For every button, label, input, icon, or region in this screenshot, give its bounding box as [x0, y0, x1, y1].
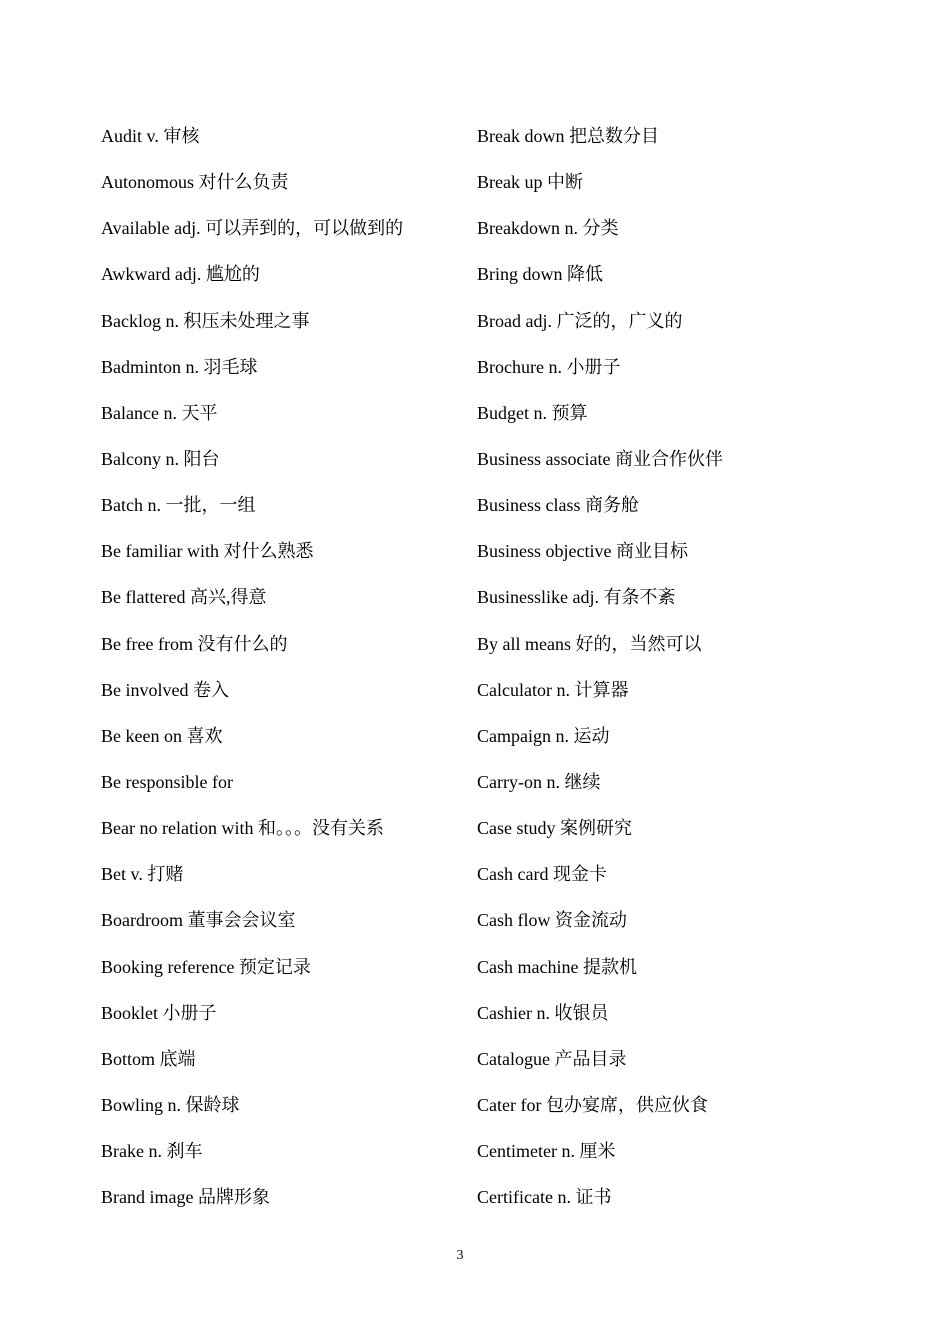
vocabulary-entry: Centimeter n. 厘米 [477, 1141, 616, 1162]
vocabulary-entry: Booking reference 预定记录 [101, 956, 311, 977]
vocabulary-entry: Bet v. 打赌 [101, 864, 184, 885]
vocabulary-entry: Balcony n. 阳台 [101, 448, 220, 469]
vocabulary-entry: Booklet 小册子 [101, 1002, 217, 1023]
vocabulary-entry: Case study 案例研究 [477, 818, 632, 839]
vocabulary-entry: Certificate n. 证书 [477, 1187, 612, 1208]
vocabulary-entry: Badminton n. 羽毛球 [101, 356, 258, 377]
vocabulary-entry: Cashier n. 收银员 [477, 1002, 609, 1023]
vocabulary-entry: Cater for 包办宴席，供应伙食 [477, 1094, 708, 1115]
vocabulary-entry: Brand image 品牌形象 [101, 1187, 270, 1208]
vocabulary-entry: Available adj. 可以弄到的，可以做到的 [101, 218, 404, 239]
vocabulary-entry: Balance n. 天平 [101, 402, 218, 423]
vocabulary-entry: Bring down 降低 [477, 264, 603, 285]
vocabulary-entry: Be familiar with 对什么熟悉 [101, 541, 314, 562]
vocabulary-entry: Businesslike adj. 有条不紊 [477, 587, 676, 608]
vocabulary-entry: Be involved 卷入 [101, 679, 229, 700]
vocabulary-entry: Batch n. 一批，一组 [101, 495, 256, 516]
page-number: 3 [456, 1248, 464, 1263]
left-vocabulary-column [101, 113, 501, 1220]
vocabulary-entry: Be flattered 高兴,得意 [101, 587, 267, 608]
vocabulary-entry: Breakdown n. 分类 [477, 218, 619, 239]
vocabulary-entry: Cash flow 资金流动 [477, 910, 627, 931]
vocabulary-entry: Awkward adj. 尴尬的 [101, 264, 260, 285]
vocabulary-entry: Be keen on 喜欢 [101, 725, 223, 746]
vocabulary-entry: Catalogue 产品目录 [477, 1048, 627, 1069]
vocabulary-entry: Cash card 现金卡 [477, 864, 607, 885]
vocabulary-entry: Budget n. 预算 [477, 402, 588, 423]
vocabulary-entry: Bowling n. 保龄球 [101, 1094, 240, 1115]
vocabulary-entry: Carry-on n. 继续 [477, 771, 601, 792]
vocabulary-entry: Audit v. 审核 [101, 126, 200, 146]
vocabulary-entry: Backlog n. 积压未处理之事 [101, 310, 310, 331]
right-vocabulary-column [477, 113, 877, 1220]
vocabulary-entry: Cash machine 提款机 [477, 956, 637, 977]
vocabulary-entry: Business objective 商业目标 [477, 541, 688, 562]
vocabulary-entry: Brake n. 刹车 [101, 1141, 203, 1162]
vocabulary-entry: Calculator n. 计算器 [477, 679, 629, 700]
vocabulary-entry: Business associate 商业合作伙伴 [477, 448, 723, 469]
vocabulary-entry: Boardroom 董事会会议室 [101, 910, 296, 931]
vocabulary-entry: Break down 把总数分目 [477, 126, 659, 146]
vocabulary-entry: Autonomous 对什么负责 [101, 172, 289, 193]
vocabulary-entry: Bear no relation with 和。。。没有关系 [101, 818, 384, 839]
vocabulary-entry: Bottom 底端 [101, 1048, 196, 1069]
vocabulary-entry: Break up 中断 [477, 172, 583, 193]
vocabulary-entry: Brochure n. 小册子 [477, 356, 621, 377]
vocabulary-entry: Campaign n. 运动 [477, 725, 610, 746]
vocabulary-entry: Business class 商务舱 [477, 495, 639, 516]
vocabulary-entry: Be free from 没有什么的 [101, 633, 288, 654]
vocabulary-entry: By all means 好的，当然可以 [477, 633, 702, 654]
vocabulary-entry: Be responsible for [101, 771, 233, 792]
vocabulary-entry: Broad adj. 广泛的，广义的 [477, 310, 683, 331]
